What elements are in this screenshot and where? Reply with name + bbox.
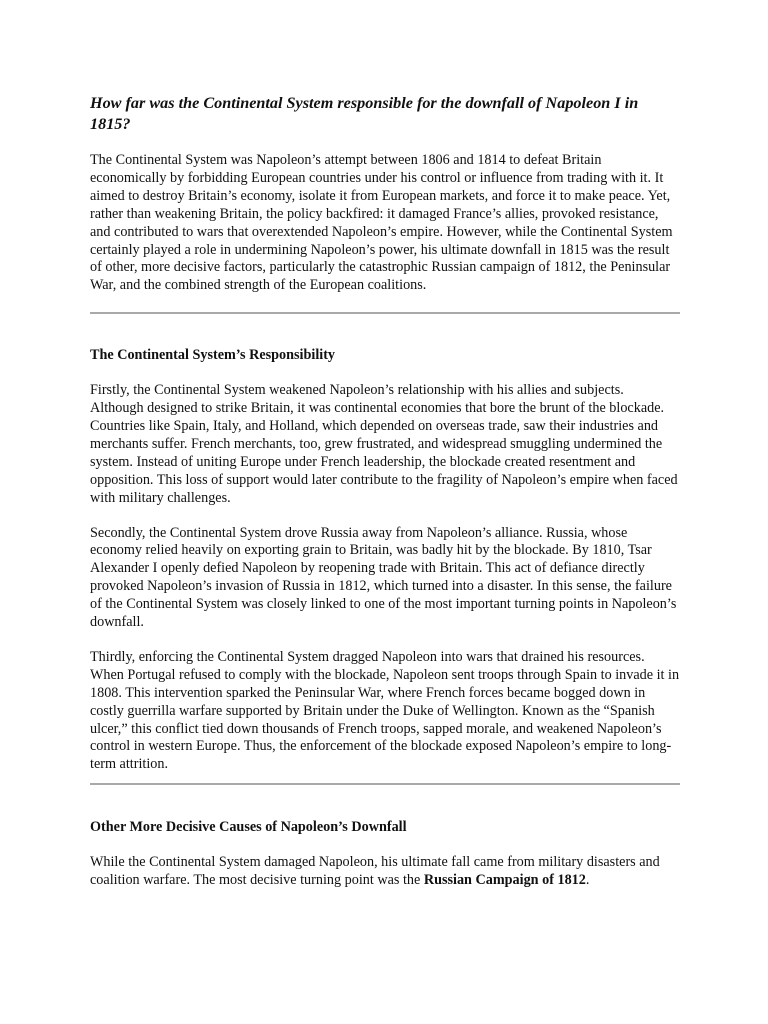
section-heading-other-causes: Other More Decisive Causes of Napoleon’s Downfall — [90, 819, 407, 836]
section-heading-continental-system: The Continental System’s Responsibility — [90, 347, 336, 364]
body-paragraph — [90, 854, 680, 890]
section-divider — [90, 783, 680, 785]
document-title: How far was the Continental System responsible for the downfall of Napoleon I in 1815? — [90, 94, 639, 133]
section-divider — [90, 312, 680, 314]
intro-paragraph: The Continental System was Napoleon’s attempt between 1806 and 1814 to defeat Britain economically by forbidding European countries under his control or influence from trading with it. It aimed to destroy Britain’s economy, isolate it from European markets, and force it to make peace. Yet, rather than weakening Britain, the policy backfired: it damaged France’s allies, provoked resistance, and contributed to wars that overextended Napoleon’s empire. However, while the Continental System certainly played a role in undermining Napoleon’s power, his ultimate downfall in 1815 was the result of other, more decisive factors, particularly the catastrophic Russian campaign of 1812, the Peninsular War, and the combined strength of the European coalitions. — [90, 152, 673, 294]
body-paragraph: Thirdly, enforcing the Continental System dragged Napoleon into wars that drained his resources. When Portugal refused to comply with the blockade, Napoleon sent troops through Spain to invade it in 1808. This intervention sparked the Peninsular War, where French forces became bogged down in costly guerrilla warfare supported by Britain under the Duke of Wellington. Known as the “Spanish ulcer,” this conflict tied down thousands of French troops, sapped morale, and weakened Napoleon’s control in western Europe. Thus, the enforcement of the blockade exposed Napoleon’s empire to long-term attrition. — [90, 648, 680, 773]
body-paragraph: Firstly, the Continental System weakened Napoleon’s relationship with his allies and subjects. Although designed to strike Britain, it was continental economies that bore the brunt of the blockade. Countries like Spain, Italy, and Holland, which depended on overseas trade, saw their industries and merchants suffer. French merchants, too, grew frustrated, and widespread smuggling undermined the system. Instead of uniting Europe under French leadership, the blockade created resentment and opposition. This loss of support would later contribute to the fragility of Napoleon’s empire when faced with military challenges. — [90, 382, 678, 506]
paragraph-text: While the Continental System damaged Napoleon, his ultimate fall came from military disasters and coalition warfare. The most decisive turning point was the — [90, 854, 660, 889]
paragraph-end: . — [585, 872, 590, 889]
document-page — [90, 93, 680, 907]
body-paragraph: Secondly, the Continental System drove Russia away from Napoleon’s alliance. Russia, whose economy relied heavily on exporting grain to Britain, was badly hit by the blockade. By 1810, Tsar Alexander I openly defied Napoleon by reopening trade with Britain. This act of defiance directly provoked Napoleon’s invasion of Russia in 1812, which turned into a disaster. In this sense, the failure of the Continental System was closely linked to one of the most important turning points in Napoleon’s downfall. — [90, 524, 677, 631]
bold-emphasis: Russian Campaign of 1812 — [423, 872, 586, 889]
